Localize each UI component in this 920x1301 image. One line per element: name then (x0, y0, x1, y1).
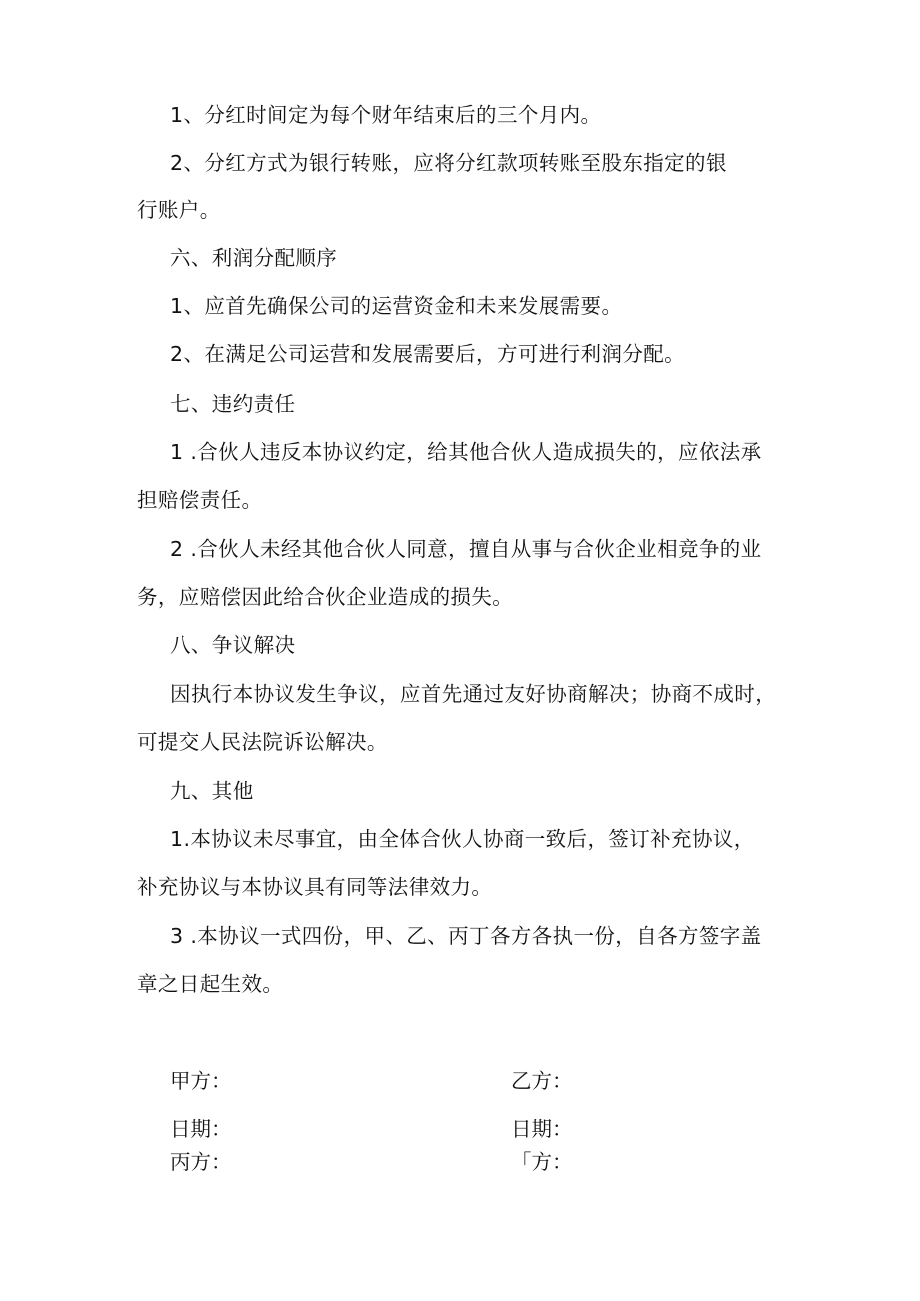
clause-dividend-method-cont: 行账户。 (137, 198, 221, 222)
clause-competition-cont: 务，应赔偿因此给合伙企业造成的损失。 (137, 585, 514, 609)
clause-dispute-cont: 可提交人民法院诉讼解决。 (137, 730, 388, 754)
signature-date-right: 日期： (511, 1117, 573, 1141)
signature-party-c: 丙方： (170, 1150, 232, 1174)
section-heading-other: 九、其他 (170, 779, 254, 803)
clause-dividend-method: 2、分红方式为银行转账，应将分红款项转账至股东指定的银 (170, 151, 727, 175)
signature-party-d: 「方： (511, 1150, 573, 1174)
signature-party-b: 乙方： (511, 1069, 573, 1093)
clause-dispute: 因执行本协议发生争议，应首先通过友好协商解决；协商不成时， (170, 682, 777, 706)
clause-copies-cont: 章之日起生效。 (137, 972, 284, 996)
clause-dividend-time: 1、分红时间定为每个财年结束后的三个月内。 (170, 103, 602, 127)
clause-breach: 1 .合伙人违反本协议约定，给其他合伙人造成损失的，应依法承 (170, 440, 762, 464)
clause-copies: 3 .本协议一式四份，甲、乙、丙丁各方各执一份，自各方签字盖 (170, 924, 762, 948)
clause-competition: 2 .合伙人未经其他合伙人同意，擅自从事与合伙企业相竞争的业 (170, 537, 762, 561)
section-heading-profit-order: 六、利润分配顺序 (170, 246, 338, 270)
signature-party-a: 甲方： (170, 1069, 232, 1093)
clause-breach-cont: 担赔偿责任。 (137, 488, 263, 512)
signature-date-left: 日期： (170, 1117, 232, 1141)
clause-supplement-cont: 补充协议与本协议具有同等法律效力。 (137, 875, 493, 899)
clause-profit-distribution: 2、在满足公司运营和发展需要后，方可进行利润分配。 (170, 342, 686, 366)
section-heading-liability: 七、违约责任 (170, 392, 296, 416)
section-heading-dispute: 八、争议解决 (170, 633, 296, 657)
clause-operating-funds: 1、应首先确保公司的运营资金和未来发展需要。 (170, 294, 623, 318)
clause-supplement: 1.本协议未尽事宜，由全体合伙人协商一致后，签订补充协议， (170, 827, 755, 851)
